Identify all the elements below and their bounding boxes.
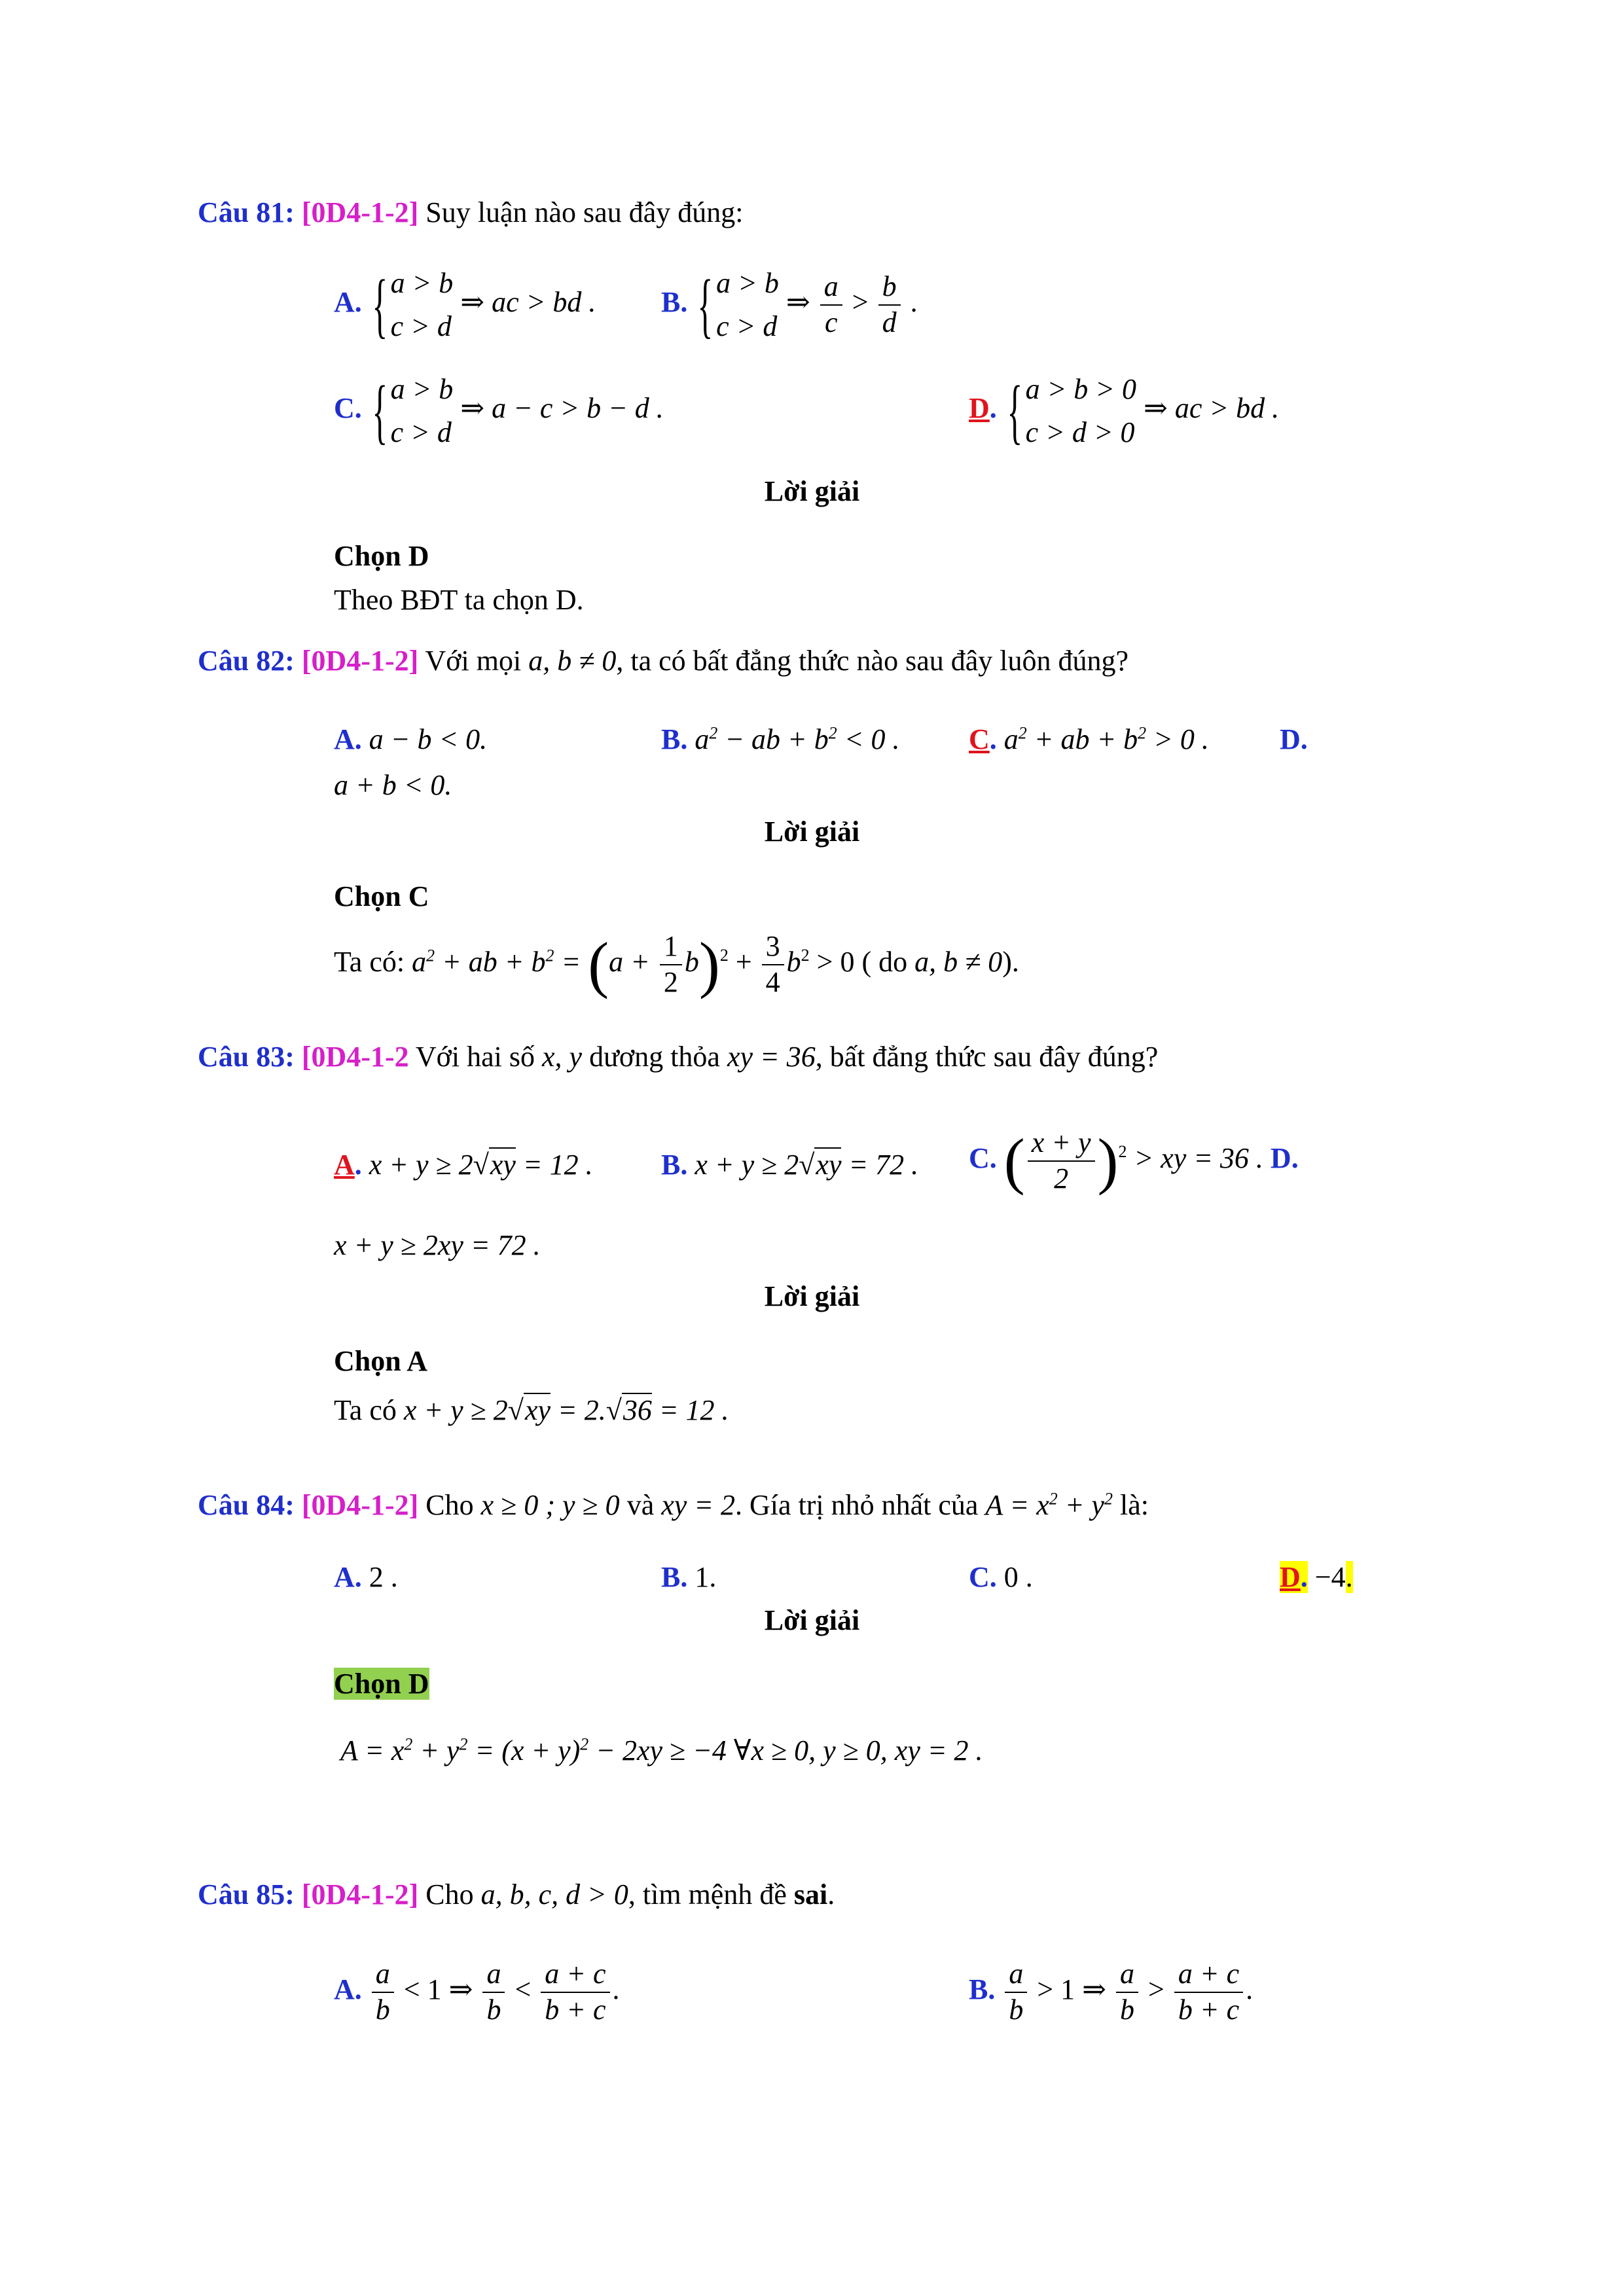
option-label: B. <box>661 1149 688 1181</box>
fraction: $\frac{a}{b}$ <box>482 1957 505 2028</box>
option-label-correct: D <box>1280 1561 1301 1593</box>
solution-header: Lời giải <box>764 475 860 507</box>
chosen-answer: Chọn A <box>334 1345 428 1377</box>
question-83-option-b: B. x + y ≥ 2√xy = 72 . <box>661 1149 919 1181</box>
option-expression: ⇒ ac > bd . <box>460 286 596 319</box>
option-label: D. <box>1280 723 1308 755</box>
option-label-correct: C <box>969 723 990 755</box>
option-label: B. <box>661 723 688 755</box>
option-label: B. <box>661 1561 688 1593</box>
solution-header: Lời giải <box>764 1604 860 1636</box>
question-85-option-a: A. $\frac{a}{b}$ < 1 ⇒ $\frac{a}{b}$ < $\frac{a + c}{b + c}$ . <box>334 1957 620 2028</box>
question-82-option-d: a + b < 0. <box>334 769 452 801</box>
question-label: Câu 85: <box>198 1878 295 1910</box>
inequality-system: { a > b c > d <box>372 265 454 345</box>
question-text: Suy luận nào sau đây đúng: <box>425 196 744 228</box>
question-84-option-c: C. 0 . <box>969 1561 1033 1593</box>
question-84-stem: Câu 84: [0D4-1-2] Cho x ≥ 0 ; y ≥ 0 và xy = 2. Gía trị nhỏ nhất của $A = x^2 + y^2$ là: <box>198 1489 1149 1521</box>
option-label-correct: D <box>969 392 990 425</box>
question-84-option-a: A. 2 . <box>334 1561 398 1593</box>
question-81-stem <box>198 196 743 230</box>
fraction: $\frac{a + c}{b + c}$ <box>541 1957 609 2028</box>
option-label: A. <box>334 723 362 755</box>
question-83-stem: Câu 83: [0D4-1-2 Với hai số x, y dương thỏa xy = 36, bất đẳng thức sau đây đúng? <box>198 1041 1159 1073</box>
inequality-system: { a > b c > d <box>697 265 779 345</box>
question-81-option-c <box>334 368 664 454</box>
option-label: A. <box>334 1973 362 2005</box>
solution-text: Theo BĐT ta chọn D. <box>334 584 584 616</box>
fraction: $\frac{a}{c}$ <box>820 270 842 340</box>
question-tag: [0D4-1-2] <box>301 196 419 228</box>
question-83-option-c: C. ( $\frac{x + y}{2}$ )$^2$ > xy = 36 . D. <box>969 1125 1299 1196</box>
option-expression: ⇒ ac > bd . <box>1143 392 1280 425</box>
question-label: Câu 81: <box>198 196 295 228</box>
option-label: C. <box>969 1141 997 1174</box>
solution-header: Lời giải <box>764 816 860 848</box>
question-85-option-b: B. $\frac{a}{b}$ > 1 ⇒ $\frac{a}{b}$ > $\frac{a + c}{b + c}$ . <box>969 1957 1253 2028</box>
fraction: $\frac{x + y}{2}$ <box>1028 1126 1095 1196</box>
option-expression: ⇒ a − c > b − d . <box>460 392 664 425</box>
inequality-system: { a > b > 0 c > d > 0 <box>1007 371 1136 451</box>
chosen-answer: Chọn C <box>334 880 429 912</box>
question-label: Câu 82: <box>198 645 295 677</box>
solution-text: $A = x^2 + y^2 = (x + y)^2 - 2xy \ge -4$ ∀x ≥ 0, y ≥ 0, xy = 2 . <box>340 1734 983 1767</box>
question-tag: [0D4-1-2] <box>301 1489 419 1521</box>
question-85-stem: Câu 85: [0D4-1-2] Cho a, b, c, d > 0, tìm mệnh đề sai. <box>198 1878 835 1910</box>
fraction: $\frac{1}{2}$ <box>660 929 682 1000</box>
fraction: $\frac{a}{b}$ <box>372 1957 394 2028</box>
question-81-option-d: D. { a > b > 0 c > d > 0 ⇒ ac > bd . <box>969 368 1279 454</box>
question-label: Câu 84: <box>198 1489 295 1521</box>
question-82-option-c: C. $a^2$ + ab + $b^2 > 0$ . <box>969 723 1209 755</box>
option-label: A. <box>334 286 362 319</box>
question-82-option-b: B. $a^2$ − ab + $b^2 < 0$ . <box>661 723 900 755</box>
solution-header: Lời giải <box>764 1280 860 1312</box>
solution-text: Ta có x + y ≥ 2√xy = 2.√36 = 12 . <box>334 1394 729 1426</box>
question-82-option-d-label <box>1280 723 1308 757</box>
question-81-option-a <box>334 262 596 348</box>
chosen-answer: Chọn D <box>334 540 429 572</box>
question-84-option-d: D. −4. <box>1280 1561 1353 1593</box>
question-81-option-b: B. { a > b c > d ⇒ $\frac{a}{c}$ > $\frac{b}{d}$ . <box>661 262 918 348</box>
option-label: D. <box>1270 1141 1299 1174</box>
inequality-system: { a > b c > d <box>372 371 454 451</box>
option-label: B. <box>969 1973 996 2005</box>
option-label: A. <box>334 1561 362 1593</box>
question-tag: [0D4-1-2] <box>301 1878 419 1910</box>
fraction: $\frac{a + c}{b + c}$ <box>1174 1957 1243 2028</box>
solution-text: Ta có: $a^2$ + ab + $b^2 = (a$ + $\frac{1}{2}$ b)$^2$ + $\frac{3}{4}$ $b^2 > 0$ ( do a, b ≠ 0). <box>334 929 1019 999</box>
question-82-stem: Câu 82: [0D4-1-2] Với mọi a, b ≠ 0, ta có bất đẳng thức nào sau đây luôn đúng? <box>198 645 1129 677</box>
question-84-option-b: B. 1. <box>661 1561 717 1593</box>
fraction: $\frac{b}{d}$ <box>878 270 901 340</box>
option-label: B. <box>661 286 688 319</box>
question-83-option-a: A. x + y ≥ 2√xy = 12 . <box>334 1149 593 1181</box>
question-82-option-a: A. a − b < 0. <box>334 723 488 755</box>
question-tag: [0D4-1-2 <box>301 1041 409 1073</box>
question-label: Câu 83: <box>198 1041 295 1073</box>
fraction: $\frac{a}{b}$ <box>1005 1957 1027 2028</box>
fraction: $\frac{a}{b}$ <box>1116 1957 1138 2028</box>
option-label: C. <box>334 392 362 425</box>
option-label-correct: A <box>334 1149 355 1181</box>
question-tag: [0D4-1-2] <box>301 645 419 677</box>
chosen-answer: Chọn D <box>334 1668 429 1700</box>
question-83-option-d: x + y ≥ 2xy = 72 . <box>334 1229 541 1261</box>
fraction: $\frac{3}{4}$ <box>762 929 784 1000</box>
option-label: C. <box>969 1561 997 1593</box>
